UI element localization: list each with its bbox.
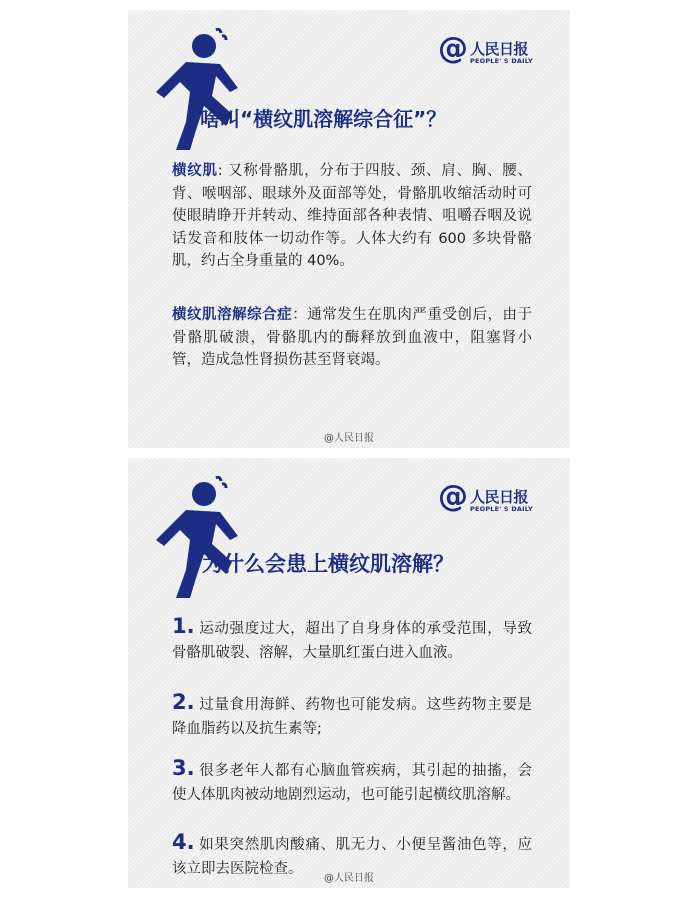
syndrome-paragraph xyxy=(172,304,532,372)
term-label: 横纹肌溶解综合症 xyxy=(172,307,293,323)
list-number: 3. xyxy=(172,756,195,780)
definition-paragraph xyxy=(172,160,532,273)
logo-name-en: PEOPLE' S DAILY xyxy=(470,505,533,513)
info-card-definition xyxy=(128,10,570,448)
list-number: 2. xyxy=(172,690,195,714)
list-text: 很多老年人都有心脑血管疾病，其引起的抽搐，会使人体肌肉被动地剧烈运动，也可能引起横纹肌溶解。 xyxy=(172,763,532,803)
term-text: : 又称骨骼肌，分布于四肢、颈、肩、胸、腰、背、喉咽部、眼球外及面部等处，骨骼肌收缩活动时可使眼睛睁开并转动、维持面部各种表情、咀嚼吞咽及说话发音和肢体一切动作等。人体大约有 600 多块骨骼肌，约占全身重量的 40%。 xyxy=(172,163,532,269)
list-text: 运动强度过大，超出了自身身体的承受范围，导致骨骼肌破裂、溶解，大量肌红蛋白进入血液。 xyxy=(172,621,532,661)
term-text: ：通常发生在肌肉严重受创后，由于骨骼肌破溃，骨骼肌内的酶释放到血液中，阻塞肾小管，造成急性肾损伤甚至肾衰竭。 xyxy=(172,307,533,368)
list-text: 过量食用海鲜、药物也可能发病。这些药物主要是降血脂药以及抗生素等; xyxy=(172,697,532,737)
at-sign-icon: @ xyxy=(438,31,468,66)
watermark-credit: @人民日报 xyxy=(324,433,374,444)
list-item xyxy=(172,690,532,741)
section-heading: 为什么会患上横纹肌溶解？ xyxy=(202,552,454,576)
peoples-daily-logo xyxy=(438,31,544,70)
running-person-icon xyxy=(146,470,258,598)
list-number: 1. xyxy=(172,614,195,638)
list-text: 如果突然肌肉酸痛、肌无力、小便呈酱油色等，应该立即去医院检查。 xyxy=(172,837,532,877)
info-card-causes xyxy=(128,458,570,888)
logo-name-cn: 人民日报 xyxy=(470,488,529,506)
logo-name-cn: 人民日报 xyxy=(470,40,529,58)
term-label: 横纹肌 xyxy=(172,163,218,179)
watermark-credit: @人民日报 xyxy=(324,873,374,884)
at-sign-icon: @ xyxy=(438,479,468,514)
section-heading: 啥叫“横纹肌溶解综合征”？ xyxy=(200,107,447,131)
list-number: 4. xyxy=(172,830,195,854)
list-item xyxy=(172,614,532,665)
logo-name-en: PEOPLE' S DAILY xyxy=(470,57,533,65)
list-item xyxy=(172,756,532,807)
peoples-daily-logo xyxy=(438,479,544,518)
